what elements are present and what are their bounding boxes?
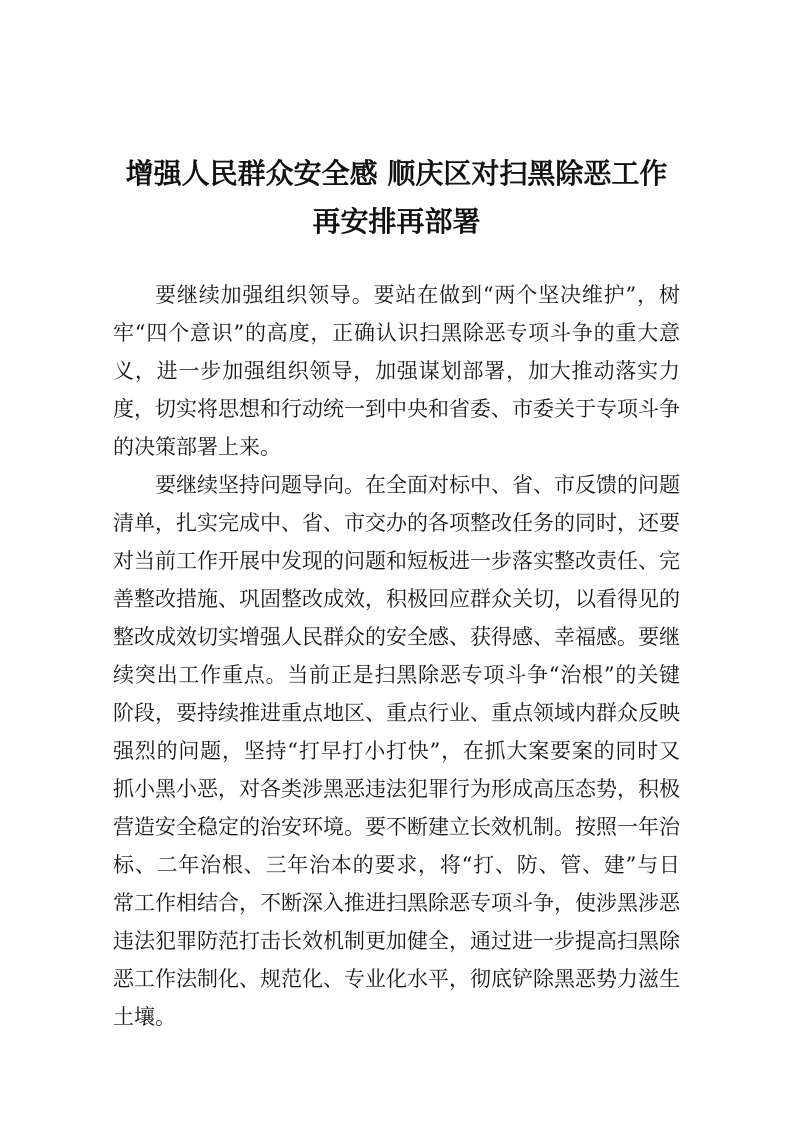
document-body: [113, 276, 680, 1036]
document-title: 增强人民群众安全感 顺庆区对扫黑除恶工作再安排再部署: [125, 157, 668, 238]
paragraph-1: 要继续加强组织领导。要站在做到“两个坚决维护”，树牢“四个意识”的高度，正确认识扫黑除恶专项斗争的重大意义，进一步加强组织领导，加强谋划部署，加大推动落实力度，切实将思想和行动统一到中央和省委、市委关于专项斗争的决策部署上来。: [113, 283, 680, 459]
paragraph-2: 要继续坚持问题导向。在全面对标中、省、市反馈的问题清单，扎实完成中、省、市交办的各项整改任务的同时，还要对当前工作开展中发现的问题和短板进一步落实整改责任、完善整改措施、巩固整改成效，积极回应群众关切，以看得见的整改成效切实增强人民群众的安全感、获得感、幸福感。要继续突出工作重点。当前正是扫黑除恶专项斗争“治根”的关键阶段，要持续推进重点地区、重点行业、重点领域内群众反映强烈的问题，坚持“打早打小打快”，在抓大案要案的同时又抓小黑小恶，对各类涉黑恶违法犯罪行为形成高压态势，积极营造安全稳定的治安环境。要不断建立长效机制。按照一年治标、二年治根、三年治本的要求，将“打、防、管、建”与日常工作相结合，不断深入推进扫黑除恶专项斗争，使涉黑涉恶违法犯罪防范打击长效机制更加健全，通过进一步提高扫黑除恶工作法制化、规范化、专业化水平，彻底铲除黑恶势力滋生土壤。: [113, 473, 680, 1029]
